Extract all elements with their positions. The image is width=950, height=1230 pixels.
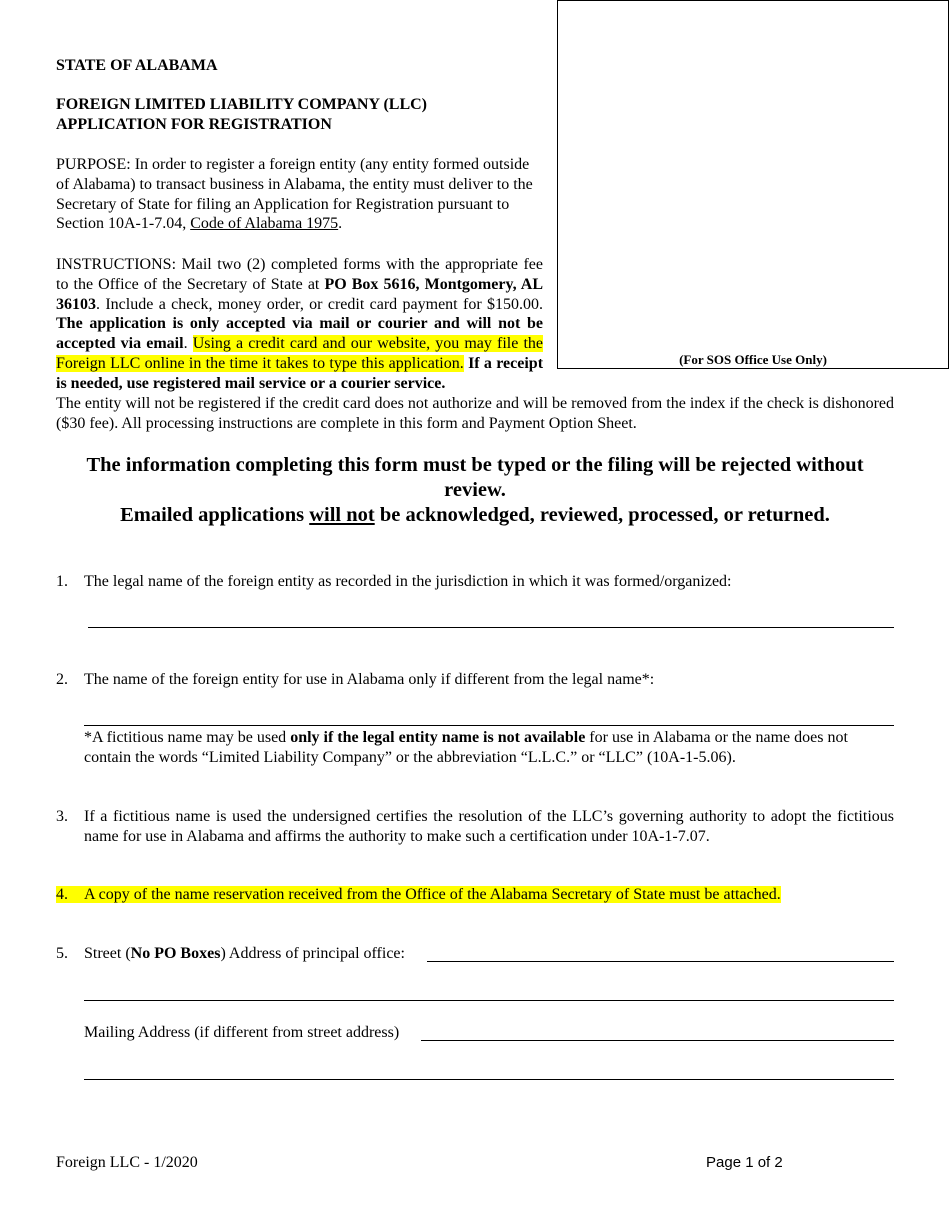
item-5: 5. Street (No PO Boxes) Address of principal office: xyxy=(56,945,405,962)
instructions-paragraph-top: INSTRUCTIONS: Mail two (2) completed forms with the appropriate fee to the Office of the Secretary of State at PO Box 5616, Montgomery, AL 36103. Include a check, money order, or credit card payment for $150.00. The application is only accepted via mail or courier and will not be accepted via email. Using a credit card and our website, you may file the Foreign LLC online in the time it takes to type this application. If a receipt is needed, use registered mail service or a courier service. xyxy=(56,256,544,392)
legal-name-line[interactable] xyxy=(88,627,894,628)
alabama-name-line[interactable] xyxy=(84,725,894,726)
mailing-address-line-2[interactable] xyxy=(84,1079,894,1080)
state-heading: STATE OF ALABAMA xyxy=(56,57,218,74)
code-reference: Code of Alabama 1975 xyxy=(190,215,339,233)
email-notice: Emailed applications will not be acknowledged, reviewed, processed, or returned. xyxy=(120,504,830,526)
receipt-notice: If a receipt is needed, use registered mail service or a courier service. xyxy=(56,354,544,392)
principal-office-line-2[interactable] xyxy=(84,1000,894,1001)
item-3-text: If a fictitious name is used the undersigned certifies the resolution of the LLC’s governing authority to adopt the fictitious name for use in Alabama and affirms the authority to make such a certification under 10A-1-7.07. xyxy=(84,808,894,845)
form-title-line-2: APPLICATION FOR REGISTRATION xyxy=(56,116,332,133)
form-version: Foreign LLC - 1/2020 xyxy=(56,1154,198,1171)
instructions-paragraph-bottom: The entity will not be registered if the credit card does not authorize and will be removed from the index if the check is dishonored ($30 fee). All processing instructions are complete in this form and Payment Option Sheet. xyxy=(56,395,894,432)
mailing-address-line-1[interactable] xyxy=(421,1040,894,1041)
mail-only-notice: The application is only accepted via mail or courier and will not be accepted via email xyxy=(56,315,543,353)
item-4: 4. A copy of the name reservation received from the Office of the Alabama Secretary of State must be attached. xyxy=(56,886,781,903)
page-number: Page 1 of 2 xyxy=(706,1154,783,1171)
form-title-line-1: FOREIGN LIMITED LIABILITY COMPANY (LLC) xyxy=(56,96,427,113)
fictitious-name-note: *A fictitious name may be used only if the legal entity name is not available for use in Alabama or the name does not contain the words “Limited Liability Company” or the abbreviation “L.L.C.” or “LLC” (10A-1-5.06). xyxy=(84,729,848,766)
office-use-box xyxy=(557,0,949,369)
item-1: 1. The legal name of the foreign entity as recorded in the jurisdiction in which it was formed/organized: xyxy=(56,573,732,590)
item-3-number: 3. xyxy=(56,808,68,825)
mailing-address: PO Box 5616, Montgomery, AL 36103 xyxy=(56,275,543,313)
online-filing-note: Using a credit card and our website, you may file the Foreign LLC online in the time it takes to type this application. xyxy=(56,335,544,372)
typed-notice: The information completing this form must be typed or the filing will be rejected without review. xyxy=(86,454,864,501)
purpose-paragraph: PURPOSE: In order to register a foreign entity (any entity formed outside of Alabama) to transact business in Alabama, the entity must deliver to the Secretary of State for filing an Application for Registration pursuant to Section 10A-1-7.04, Code of Alabama 1975. xyxy=(56,156,533,233)
office-use-label: (For SOS Office Use Only) xyxy=(679,352,827,367)
principal-office-line-1[interactable] xyxy=(427,961,894,962)
mailing-address-label: Mailing Address (if different from street address) xyxy=(84,1024,400,1041)
item-2: 2. The name of the foreign entity for use in Alabama only if different from the legal name*: xyxy=(56,671,655,688)
